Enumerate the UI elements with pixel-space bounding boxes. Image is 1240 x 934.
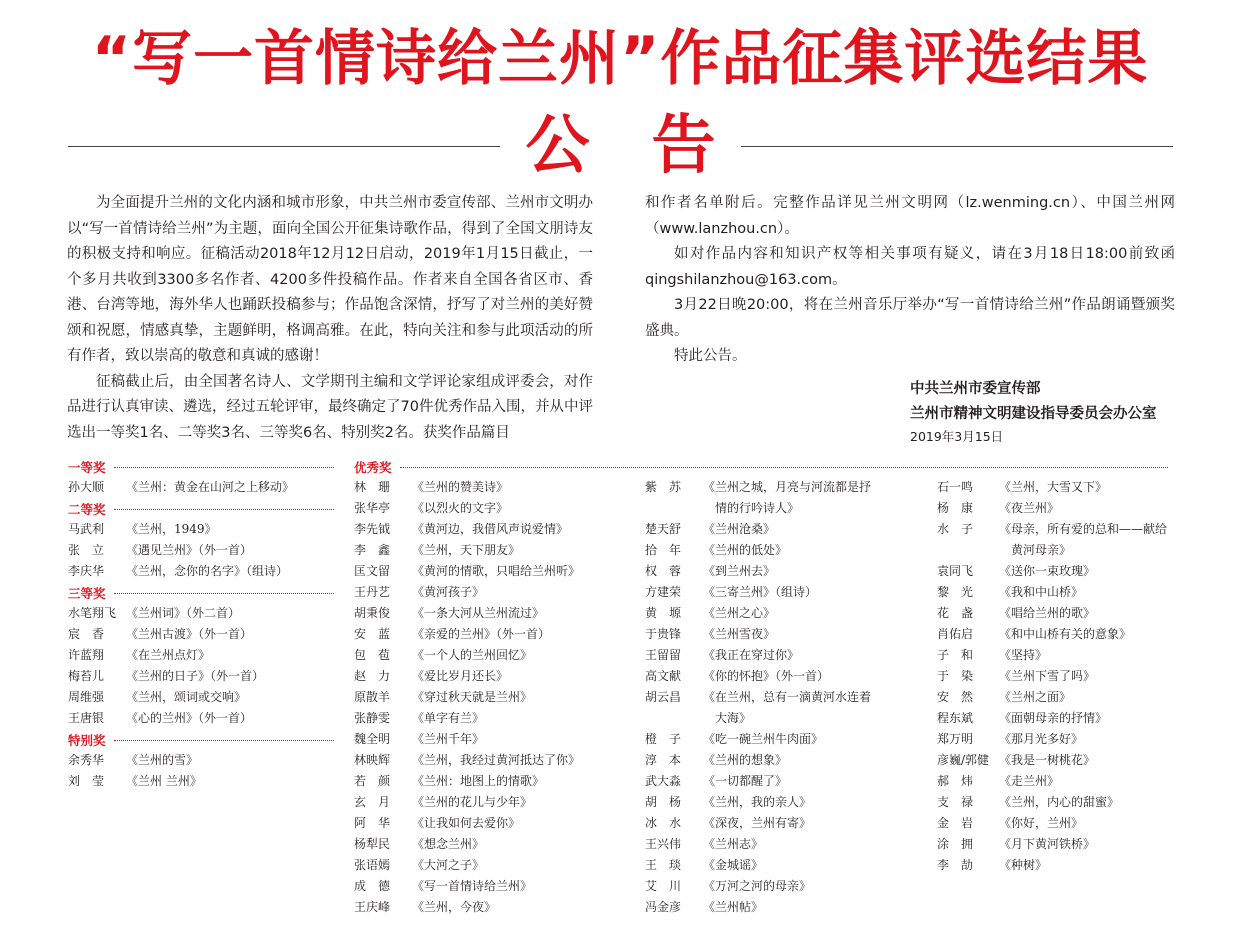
paragraph: 征稿截止后，由全国著名诗人、文学期刊主编和文学评论家组成评委会，对作品进行认真审读、遴选，经过五轮评审，最终确定了70件优秀作品入围，并从中评选出一等奖1名、二等奖3名、三等奖6名、特别奖2名。获奖作品篇目 bbox=[67, 373, 593, 441]
author-name: 李庆华 bbox=[68, 564, 105, 578]
work-title: 《面朝母亲的抒情》 bbox=[999, 711, 1108, 725]
work-title: 《黄河孩子》 bbox=[412, 585, 485, 599]
work-title: 《我和中山桥》 bbox=[999, 585, 1084, 599]
work-title: 《兰州志》 bbox=[703, 837, 764, 851]
work-title: 《走兰州》 bbox=[999, 774, 1060, 788]
author-name: 张 立 bbox=[68, 543, 105, 557]
work-title: 《一切都醒了》 bbox=[703, 774, 788, 788]
author-name: 梅苔儿 bbox=[68, 669, 105, 683]
work-title: 《兰州，念你的名字》（组诗） bbox=[126, 564, 289, 578]
author-name: 赵 力 bbox=[354, 669, 391, 683]
signature-block bbox=[910, 377, 1157, 447]
work-title: 《你好，兰州》 bbox=[999, 816, 1084, 830]
author-name: 肖佑启 bbox=[937, 627, 974, 641]
author-name: 冰 水 bbox=[645, 816, 682, 830]
work-title: 《让我如何去爱你》 bbox=[412, 816, 521, 830]
award-header bbox=[68, 582, 334, 603]
author-name: 淳 本 bbox=[645, 753, 682, 767]
author-name: 方建荣 bbox=[645, 585, 682, 599]
work-title: 《兰州千年》 bbox=[412, 732, 485, 746]
work-title: 《兰州帖》 bbox=[703, 900, 764, 914]
author-name: 张语嫣 bbox=[354, 858, 391, 872]
work-title: 《三寄兰州》（组诗） bbox=[703, 585, 818, 599]
author-name: 子 和 bbox=[937, 648, 974, 662]
work-title: 《兰州沧桑》 bbox=[703, 522, 776, 536]
body-left-column bbox=[67, 191, 593, 446]
author-name: 王丹艺 bbox=[354, 585, 391, 599]
author-name: 魏全明 bbox=[354, 732, 391, 746]
dotted-leader bbox=[114, 593, 334, 594]
author-name: 水笔翔飞 bbox=[68, 606, 117, 620]
work-title: 《兰州，天下朋友》 bbox=[412, 543, 521, 557]
author-name: 胡秉俊 bbox=[354, 606, 391, 620]
author-name: 李 劼 bbox=[937, 858, 974, 872]
work-title: 《兰州雪夜》 bbox=[703, 627, 776, 641]
work-title-continued: 大海》 bbox=[715, 711, 752, 725]
author-name: 王庆峰 bbox=[354, 900, 391, 914]
dotted-leader bbox=[114, 740, 334, 741]
work-title: 《兰州的日子》（外一首） bbox=[126, 669, 265, 683]
author-name: 周维强 bbox=[68, 690, 105, 704]
work-title-continued: 情的行吟诗人》 bbox=[715, 501, 800, 515]
author-name: 楚天舒 bbox=[645, 522, 682, 536]
author-name: 袁同飞 bbox=[937, 564, 974, 578]
author-name: 水 子 bbox=[937, 522, 974, 536]
author-name: 张静雯 bbox=[354, 711, 391, 725]
author-name: 拾 年 bbox=[645, 543, 682, 557]
work-title: 《兰州之面》 bbox=[999, 690, 1072, 704]
work-title: 《一个人的兰州回忆》 bbox=[412, 648, 533, 662]
author-name: 胡云昌 bbox=[645, 690, 682, 704]
author-name: 李先钺 bbox=[354, 522, 391, 536]
author-name: 若 颜 bbox=[354, 774, 391, 788]
author-name: 阿 华 bbox=[354, 816, 391, 830]
work-title: 《吃一碗兰州牛肉面》 bbox=[703, 732, 824, 746]
author-name: 支 禄 bbox=[937, 795, 974, 809]
author-name: 黎 光 bbox=[937, 585, 974, 599]
subtitle-row bbox=[68, 110, 1173, 182]
dotted-leader bbox=[114, 509, 334, 510]
work-title: 《深夜，兰州有寄》 bbox=[703, 816, 812, 830]
work-title: 《心的兰州》（外一首） bbox=[126, 711, 253, 725]
award-header bbox=[354, 456, 1168, 477]
author-name: 石一鸣 bbox=[937, 480, 974, 494]
work-title-continued: 黄河母亲》 bbox=[1011, 543, 1072, 557]
work-title: 《兰州，今夜》 bbox=[412, 900, 497, 914]
work-title: 《我是一树桃花》 bbox=[999, 753, 1096, 767]
work-title: 《兰州，大雪又下》 bbox=[999, 480, 1108, 494]
work-title: 《兰州，1949》 bbox=[126, 522, 217, 536]
work-title: 《兰州词》（外二首） bbox=[126, 606, 241, 620]
work-title: 《想念兰州》 bbox=[412, 837, 485, 851]
paragraph: 和作者名单附后。完整作品详见兰州文明网（lz.wenming.cn）、中国兰州网（www.lanzhou.cn）。 bbox=[645, 195, 1175, 237]
work-title: 《穿过秋天就是兰州》 bbox=[412, 690, 533, 704]
author-name: 王兴伟 bbox=[645, 837, 682, 851]
work-title: 《在兰州点灯》 bbox=[126, 648, 211, 662]
author-name: 冯金彦 bbox=[645, 900, 682, 914]
work-title: 《那月光多好》 bbox=[999, 732, 1084, 746]
author-name: 安 然 bbox=[937, 690, 974, 704]
work-title: 《唱给兰州的歌》 bbox=[999, 606, 1096, 620]
work-title: 《月下黄河铁桥》 bbox=[999, 837, 1096, 851]
work-title: 《遇见兰州》（外一首） bbox=[126, 543, 253, 557]
work-title: 《送你一束玫瑰》 bbox=[999, 564, 1096, 578]
author-name: 于贵锋 bbox=[645, 627, 682, 641]
work-title: 《兰州的花儿与少年》 bbox=[412, 795, 533, 809]
author-name: 郝 炜 bbox=[937, 774, 974, 788]
award-header bbox=[68, 498, 334, 519]
work-title: 《到兰州去》 bbox=[703, 564, 776, 578]
work-title: 《兰州 兰州》 bbox=[126, 774, 202, 788]
work-title: 《写一首情诗给兰州》 bbox=[412, 879, 533, 893]
work-title: 《你的怀抱》（外一首） bbox=[703, 669, 830, 683]
work-title: 《亲爱的兰州》（外一首） bbox=[412, 627, 551, 641]
work-title: 《兰州的低处》 bbox=[703, 543, 788, 557]
work-title: 《兰州的想象》 bbox=[703, 753, 788, 767]
work-title: 《兰州的雪》 bbox=[126, 753, 199, 767]
author-name: 胡 杨 bbox=[645, 795, 682, 809]
author-name: 刘 莹 bbox=[68, 774, 105, 788]
author-name: 张华亭 bbox=[354, 501, 391, 515]
signature-date: 2019年3月15日 bbox=[910, 429, 1004, 444]
work-title: 《兰州古渡》（外一首） bbox=[126, 627, 253, 641]
award-header-label: 二等奖 bbox=[68, 501, 106, 517]
signature-org: 中共兰州市委宣传部 bbox=[910, 381, 1041, 397]
author-name: 孙大顺 bbox=[68, 480, 105, 494]
award-header bbox=[68, 456, 334, 477]
work-title: 《母亲，所有爱的总和——献给 bbox=[999, 522, 1168, 536]
author-name: 郑万明 bbox=[937, 732, 974, 746]
author-name: 涂 拥 bbox=[937, 837, 974, 851]
author-name: 彦巍/郭健 bbox=[937, 753, 990, 767]
work-title: 《大河之子》 bbox=[412, 858, 485, 872]
work-title: 《兰州的赞美诗》 bbox=[412, 480, 509, 494]
award-header-label: 三等奖 bbox=[68, 585, 106, 601]
author-name: 马武利 bbox=[68, 522, 105, 536]
notice-subtitle: 公告 bbox=[525, 109, 778, 183]
author-name: 包 苞 bbox=[354, 648, 391, 662]
work-title: 《兰州下雪了吗》 bbox=[999, 669, 1096, 683]
work-title: 《爱比岁月还长》 bbox=[412, 669, 509, 683]
work-title: 《我正在穿过你》 bbox=[703, 648, 800, 662]
work-title: 《兰州，内心的甜蜜》 bbox=[999, 795, 1120, 809]
work-title: 《金城谣》 bbox=[703, 858, 764, 872]
award-header bbox=[68, 729, 334, 750]
work-title: 《兰州，颂词或交响》 bbox=[126, 690, 247, 704]
author-name: 权 蓉 bbox=[645, 564, 682, 578]
author-name: 花 盏 bbox=[937, 606, 974, 620]
work-title: 《以烈火的文字》 bbox=[412, 501, 509, 515]
paragraph: 为全面提升兰州的文化内涵和城市形象，中共兰州市委宣传部、兰州市文明办以“写一首情诗给兰州”为主题，面向全国公开征集诗歌作品，得到了全国文朋诗友的积极支持和响应。征稿活动2018年12月12日启动，2019年1月15日截止，一个多月共收到3300多名作者、4200多件投稿作品。作者来自全国各省区市、香港、台湾等地，海外华人也踊跃投稿参与；作品饱含深情，抒写了对兰州的美好赞颂和祝愿，情感真挚，主题鲜明，格调高雅。在此，特向关注和参与此项活动的所有作者，致以崇高的敬意和真诚的感谢！ bbox=[67, 195, 593, 364]
award-header-label: 一等奖 bbox=[68, 459, 106, 475]
award-header-label: 特别奖 bbox=[68, 732, 106, 748]
author-name: 余秀华 bbox=[68, 753, 105, 767]
author-name: 王留留 bbox=[645, 648, 682, 662]
author-name: 武大淼 bbox=[645, 774, 682, 788]
paragraph: 特此公告。 bbox=[674, 348, 747, 364]
work-title: 《兰州之城，月亮与河流都是抒 bbox=[703, 480, 872, 494]
work-title: 《万河之河的母亲》 bbox=[703, 879, 812, 893]
author-name: 玄 月 bbox=[354, 795, 391, 809]
author-name: 黄 塬 bbox=[645, 606, 682, 620]
paragraph: 3月22日晚20:00，将在兰州音乐厅举办“写一首情诗给兰州”作品朗诵暨颁奖盛典。 bbox=[645, 297, 1175, 339]
work-title: 《和中山桥有关的意象》 bbox=[999, 627, 1132, 641]
author-name: 橙 子 bbox=[645, 732, 682, 746]
author-name: 匡文留 bbox=[354, 564, 391, 578]
work-title: 《在兰州，总有一滴黄河水连着 bbox=[703, 690, 872, 704]
body-right-column bbox=[645, 191, 1175, 370]
work-title: 《种树》 bbox=[999, 858, 1048, 872]
author-name: 林 珊 bbox=[354, 480, 391, 494]
author-name: 杨 康 bbox=[937, 501, 974, 515]
author-name: 成 德 bbox=[354, 879, 391, 893]
author-name: 于 染 bbox=[937, 669, 974, 683]
work-title: 《黄河的情歌，只唱给兰州听》 bbox=[412, 564, 581, 578]
work-title: 《夜兰州》 bbox=[999, 501, 1060, 515]
author-name: 林映辉 bbox=[354, 753, 391, 767]
author-name: 王唐银 bbox=[68, 711, 105, 725]
work-title: 《单字有兰》 bbox=[412, 711, 485, 725]
dotted-leader bbox=[400, 467, 1168, 468]
author-name: 紫 苏 bbox=[645, 480, 682, 494]
author-name: 王 琰 bbox=[645, 858, 682, 872]
author-name: 杨犁民 bbox=[354, 837, 391, 851]
work-title: 《一条大河从兰州流过》 bbox=[412, 606, 545, 620]
work-title: 《兰州：地图上的情歌》 bbox=[412, 774, 545, 788]
notice-title: “写一首情诗给兰州”作品征集评选结果 bbox=[91, 24, 1149, 94]
work-title: 《兰州：黄金在山河之上移动》 bbox=[126, 480, 295, 494]
author-name: 李 鑫 bbox=[354, 543, 391, 557]
dotted-leader bbox=[114, 467, 334, 468]
author-name: 艾 川 bbox=[645, 879, 682, 893]
work-title: 《兰州，我的亲人》 bbox=[703, 795, 812, 809]
author-name: 程东斌 bbox=[937, 711, 974, 725]
work-title: 《坚持》 bbox=[999, 648, 1048, 662]
award-header-label: 优秀奖 bbox=[354, 459, 392, 475]
author-name: 宸 香 bbox=[68, 627, 105, 641]
work-title: 《兰州，我经过黄河抵达了你》 bbox=[412, 753, 581, 767]
work-title: 《兰州之心》 bbox=[703, 606, 776, 620]
author-name: 金 岩 bbox=[937, 816, 974, 830]
author-name: 安 蓝 bbox=[354, 627, 391, 641]
author-name: 高文献 bbox=[645, 669, 682, 683]
paragraph: 如对作品内容和知识产权等相关事项有疑义，请在3月18日18:00前致函qingshilanzhou@163.com。 bbox=[645, 246, 1175, 288]
work-title: 《黄河边，我借风声说爱情》 bbox=[412, 522, 569, 536]
author-name: 原散羊 bbox=[354, 690, 391, 704]
author-name: 许蓝翔 bbox=[68, 648, 105, 662]
signature-org: 兰州市精神文明建设指导委员会办公室 bbox=[910, 406, 1157, 422]
